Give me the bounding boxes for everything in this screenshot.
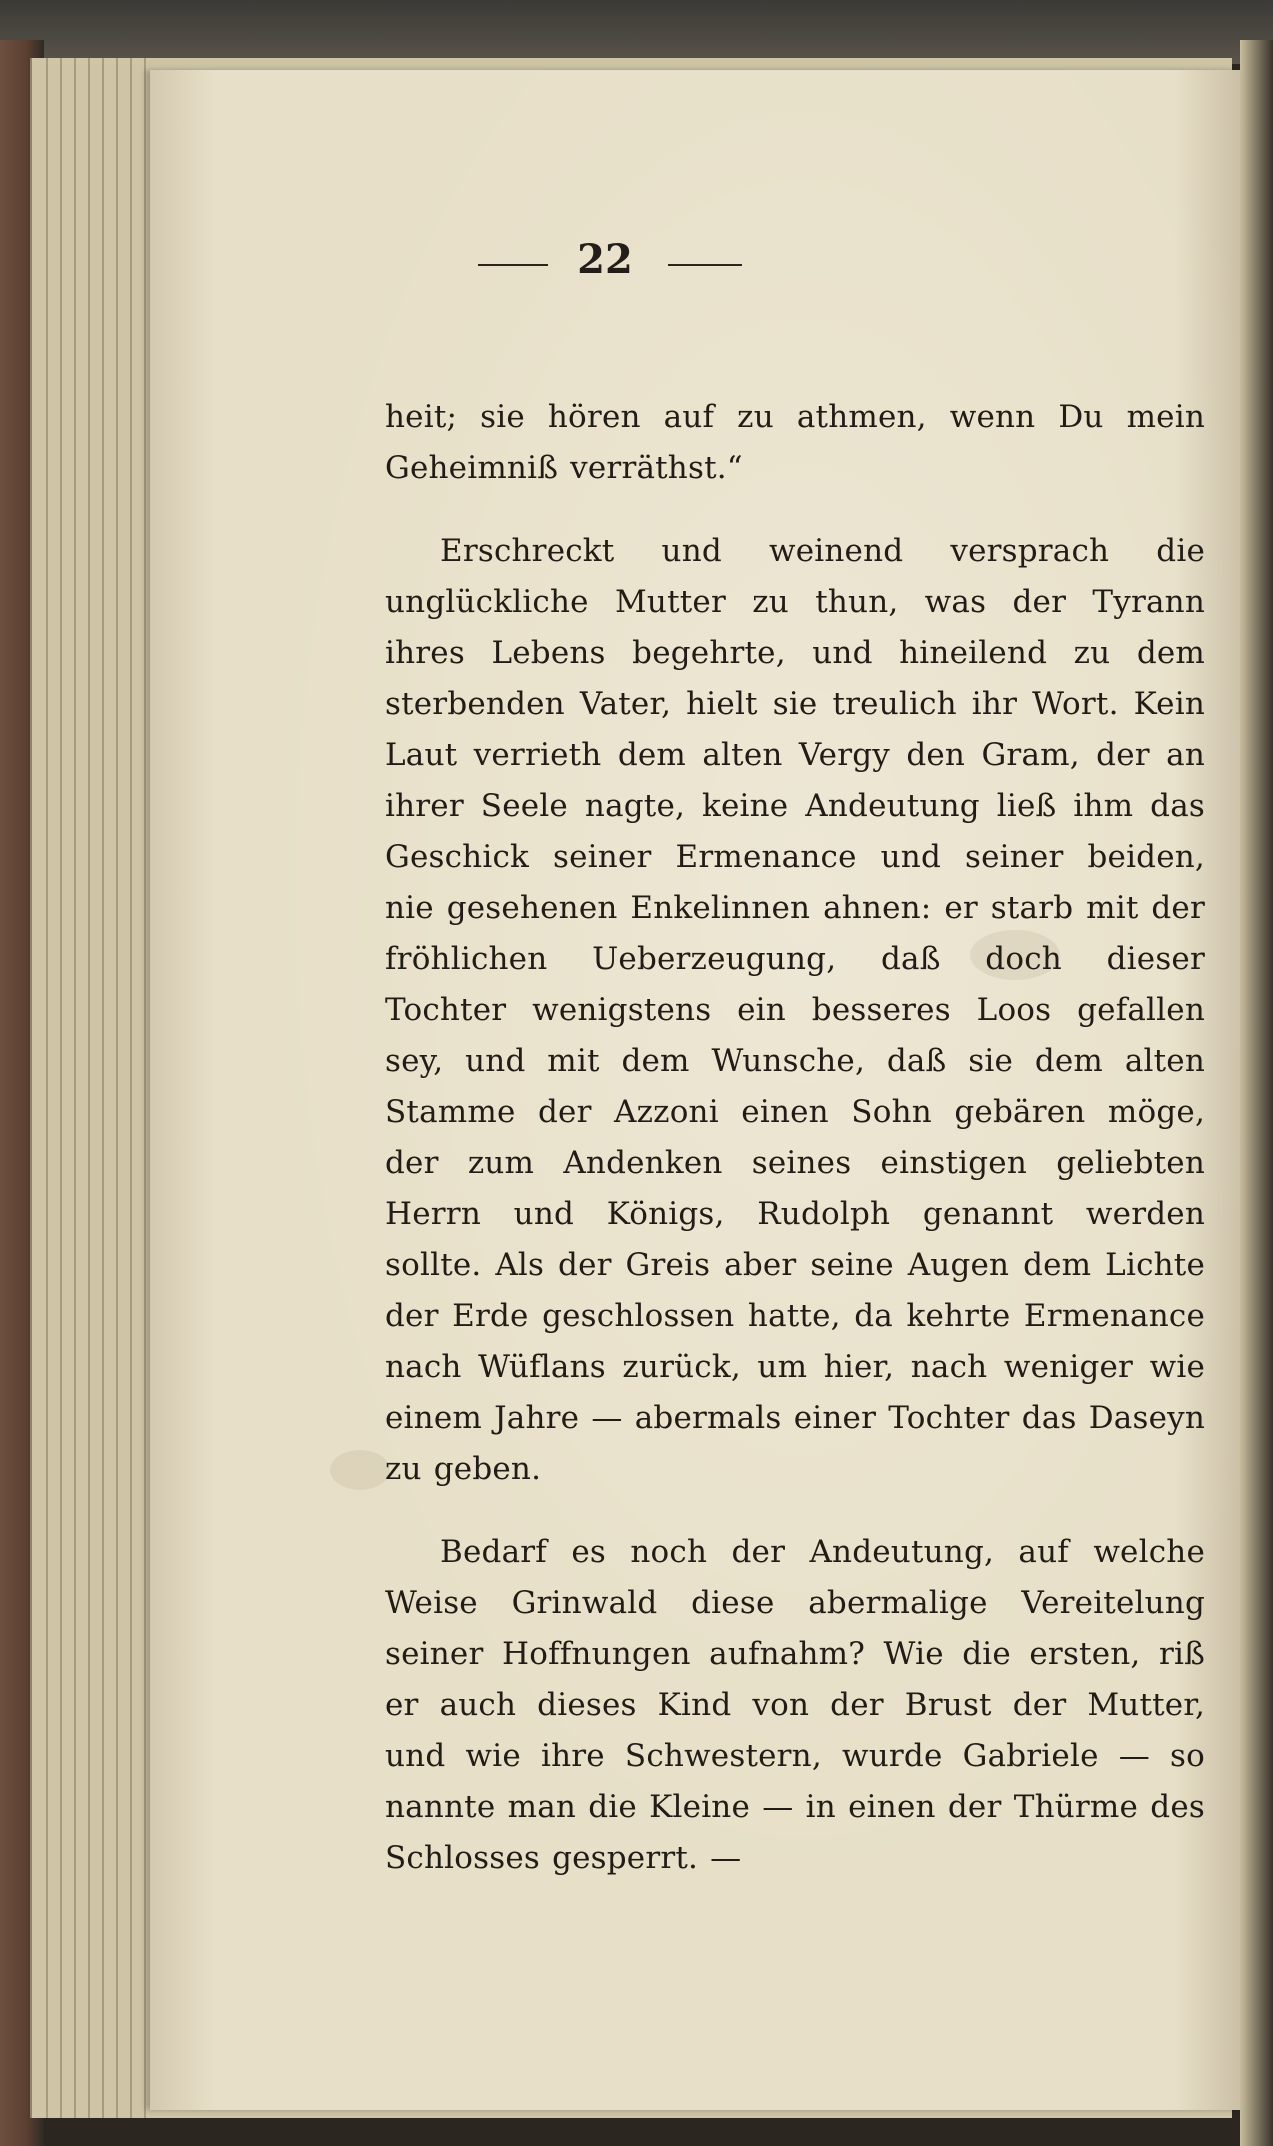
header-rule-right [668, 264, 742, 266]
book-right-edge [1240, 40, 1273, 2146]
header-rule-left [478, 264, 548, 266]
paragraph: Bedarf es noch der Andeutung, auf welche Weise Grinwald diese abermalige Vereitelung seiner Hoffnungen aufnahm? Wie die ersten, riß er auch dieses Kind von der Brust der Mutter, und wie ihre Schwestern, wurde Gabriele — so nannte man die Kleine — in einen der Thürme des Schlosses gesperrt. — [385, 1534, 1205, 1876]
body-text [385, 392, 1205, 1884]
page-number: 22 [577, 236, 633, 283]
paragraph: Erschreckt und weinend versprach die unglückliche Mutter zu thun, was der Tyrann ihres Lebens begehrte, und hineilend zu dem sterbenden Vater, hielt sie treulich ihr Wort. Kein Laut verrieth dem alten Vergy den Gram, der an ihrer Seele nagte, keine Andeutung ließ ihm das Geschick seiner Ermenance und seiner beiden, nie gesehenen Enkelinnen ahnen: er starb mit der fröhlichen Ueberzeugung, daß doch dieser Tochter wenigstens ein besseres Loos gefallen sey, und mit dem Wunsche, daß sie dem alten Stamme der Azzoni einen Sohn gebären möge, der zum Andenken seines einstigen geliebten Herrn und Königs, Rudolph genannt werden sollte. Als der Greis aber seine Augen dem Lichte der Erde geschlossen hatte, da kehrte Ermenance nach Wüflans zurück, um hier, nach weniger wie einem Jahre — abermals einer Tochter das Daseyn zu geben. [385, 533, 1205, 1487]
book-top-edge [0, 0, 1273, 64]
paragraph-continuation: heit; sie hören auf zu athmen, wenn Du mein Geheimniß verräthst.“ [385, 399, 1205, 486]
paper-stain [330, 1450, 390, 1490]
page-header [0, 236, 1273, 296]
